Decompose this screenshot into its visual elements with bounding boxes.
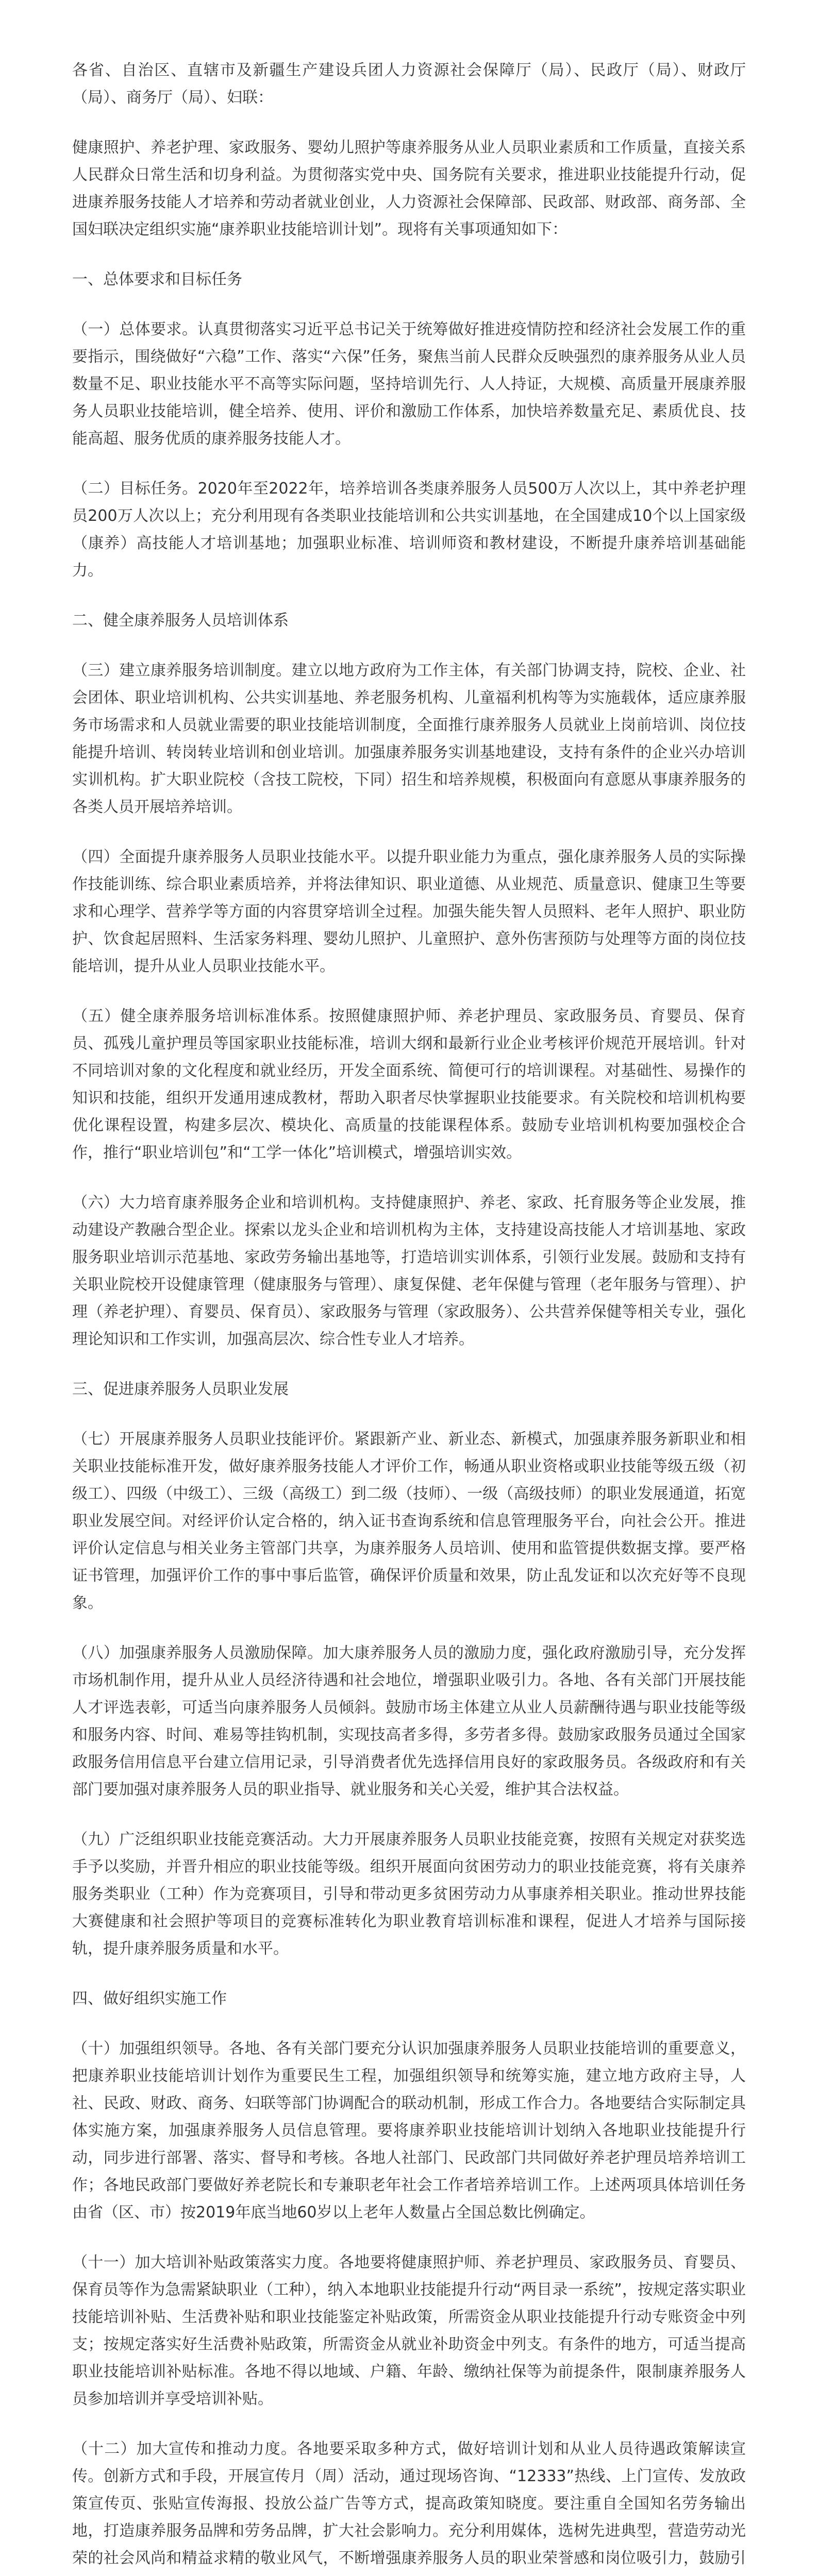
section-paragraph: （六）大力培育康养服务企业和培训机构。支持健康照护、养老、家政、托育服务等企业发展，推动建设产教融合型企业。探索以龙头企业和培训机构为主体，支持建设高技能人才培训基地、家政服务职业培训示范基地、家政劳务输出基地等，打造培训实训体系，引领行业发展。鼓励和支持有关职业院校开设健康管理（健康服务与管理）、康复保健、老年保健与管理（老年服务与管理）、护理（养老护理）、育婴员、保育员）、家政服务与管理（家政服务）、公共营养保健等相关专业，强化理论知识和工作实训，加强高层次、综合性专业人才培养。 (72, 1194, 746, 1348)
section-paragraph: （四）全面提升康养服务人员职业技能水平。以提升职业能力为重点，强化康养服务人员的实际操作技能训练、综合职业素质培养，并将法律知识、职业道德、从业规范、质量意识、健康卫生等要求和心理学、营养学等方面的内容贯穿培训全过程。加强失能失智人员照料、老年人照护、职业防护、饮食起居照料、生活家务料理、婴幼儿照护、儿童照护、意外伤害预防与处理等方面的岗位技能培训，提升从业人员职业技能水平。 (72, 848, 746, 975)
section-4 (72, 1985, 746, 2576)
section-paragraph: （十一）加大培训补贴政策落实力度。各地要将健康照护师、养老护理员、家政服务员、育婴员、保育员等作为急需紧缺职业（工种），纳入本地职业技能提升行动“两目录一系统”，按规定落实职业技能培训补贴、生活费补贴和职业技能鉴定补贴政策，所需资金从职业技能提升行动专账资金中列支；按规定落实好生活费补贴政策，所需资金从就业补助资金中列支。有条件的地方，可适当提高职业技能培训补贴标准。各地不得以地域、户籍、年龄、缴纳社保等为前提条件，限制康养服务人员参加培训并享受培训补贴。 (72, 2253, 746, 2408)
section-paragraph: （七）开展康养服务人员职业技能评价。紧跟新产业、新业态、新模式，加强康养服务新职业和相关职业技能标准开发，做好康养服务技能人才评价工作，畅通从职业资格或职业技能等级五级（初级工）、四级（中级工）、三级（高级工）到二级（技师）、一级（高级技师）的职业发展通道，拓宽职业发展空间。对经评价认定合格的，纳入证书查询系统和信息管理服务平台，向社会公开。推进评价认定信息与相关业务主管部门共享，为康养服务人员培训、使用和监管提供数据支撑。要严格证书管理，加强评价工作的事中事后监管，确保评价质量和效果，防止乱发证和以次充好等不良现象。 (72, 1430, 746, 1612)
section-2 (72, 607, 746, 1353)
section-paragraph: （五）健全康养服务培训标准体系。按照健康照护师、养老护理员、家政服务员、育婴员、保育员、孤残儿童护理员等国家职业技能标准，培训大纲和最新行业企业考核评价规范开展培训。针对不同培训对象的文化程度和就业经历，开发全面系统、简便可行的培训课程。对基础性、易操作的知识和技能，组织开发通用速成教材，帮助入职者尽快掌握职业技能要求。有关院校和培训机构要优化课程设置，构建多层次、模块化、高质量的技能课程体系。鼓励专业培训机构要加强校企合作，推行“职业培训包”和“工学一体化”培训模式，增强培训实效。 (72, 1007, 746, 1162)
section-1 (72, 266, 746, 584)
addressee: 各省、自治区、直辖市及新疆生产建设兵团人力资源社会保障厅（局）、民政厅（局）、财政厅（局）、商务厅（局）、妇联： (72, 61, 746, 107)
section-heading: 一、总体要求和目标任务 (72, 270, 242, 289)
section-heading: 三、促进康养服务人员职业发展 (72, 1380, 289, 1398)
section-3 (72, 1376, 746, 1962)
section-paragraph: （一）总体要求。认真贯彻落实习近平总书记关于统筹做好推进疫情防控和经济社会发展工作的重要指示，围绕做好“六稳”工作、落实“六保”任务，聚焦当前人民群众反映强烈的康养服务从业人员数量不足、职业技能水平不高等实际问题，坚持培训先行、人人持证，大规模、高质量开展康养服务人员职业技能培训，健全培养、使用、评价和激励工作体系，加快培养数量充足、素质优良、技能高超、服务优质的康养服务技能人才。 (72, 320, 746, 448)
intro-paragraph: 健康照护、养老护理、家政服务、婴幼儿照护等康养服务从业人员职业素质和工作质量，直接关系人民群众日常生活和切身利益。为贯彻落实党中央、国务院有关要求，推进职业技能提升行动，促进康养服务技能人才培养和劳动者就业创业，人力资源社会保障部、民政部、财政部、商务部、全国妇联决定组织实施“康养职业技能培训计划”。现将有关事项通知如下： (72, 139, 746, 239)
section-paragraph: （十）加强组织领导。各地、各有关部门要充分认识加强康养服务人员职业技能培训的重要意义，把康养职业技能培训计划作为重要民生工程，加强组织领导和统筹实施，建立地方政府主导，人社、民政、财政、商务、妇联等部门协调配合的联动机制，形成工作合力。各地要结合实际制定具体实施方案，加强康养服务人员信息管理。要将康养职业技能培训计划纳入各地职业技能提升行动，同步进行部署、落实、督导和考核。各地人社部门、民政部门共同做好养老护理员培养培训工作；各地民政部门要做好养老院长和专兼职老年社会工作者培养培训工作。上述两项具体培训任务由省（区、市）按2019年底当地60岁以上老年人数量占全国总数比例确定。 (72, 2040, 746, 2222)
section-heading: 四、做好组织实施工作 (72, 1990, 227, 2008)
section-paragraph: （三）建立康养服务培训制度。建立以地方政府为工作主体，有关部门协调支持，院校、企业、社会团体、职业培训机构、公共实训基地、养老服务机构、儿童福利机构等为实施载体，适应康养服务市场需求和人员就业需要的职业技能培训制度，全面推行康养服务人员就业上岗前培训、岗位技能提升培训、转岗转业培训和创业培训。加强康养服务实训基地建设，支持有条件的企业兴办培训实训机构。扩大职业院校（含技工院校，下同）招生和培养规模，积极面向有意愿从事康养服务的各类人员开展培养培训。 (72, 662, 746, 816)
section-paragraph: （二）目标任务。2020年至2022年，培养培训各类康养服务人员500万人次以上，其中养老护理员200万人次以上；充分利用现有各类职业技能培训和公共实训基地，在全国建成10个以上国家级（康养）高技能人才培训基地；加强职业标准、培训师资和教材建设，不断提升康养培训基础能力。 (72, 480, 746, 580)
section-paragraph: （八）加强康养服务人员激励保障。加大康养服务人员的激励力度，强化政府激励引导，充分发挥市场机制作用，提升从业人员经济待遇和社会地位，增强职业吸引力。各地、各有关部门开展技能人才评选表彰，可适当向康养服务人员倾斜。鼓励市场主体建立从业人员薪酬待遇与职业技能等级和服务内容、时间、难易等挂钩机制，实现技高者多得，多劳者多得。鼓励家政服务员通过全国家政服务信用信息平台建立信用记录，引导消费者优先选择信用良好的家政服务员。各级政府和有关部门要加强对康养服务人员的职业指导、就业服务和关心关爱，维护其合法权益。 (72, 1644, 746, 1799)
section-paragraph: （十二）加大宣传和推动力度。各地要采取多种方式，做好培训计划和从业人员待遇政策解读宣传。创新方式和手段，开展宣传月（周）活动，通过现场咨询、“12333”热线、上门宣传、发放政策宣传页、张贴宣传海报、投放公益广告等方式，提高政策知晓度。要注重自全国知名劳务输出地，打造康养服务品牌和劳务品牌，扩大社会影响力。充分利用媒体，选树先进典型，营造劳动光荣的社会风尚和精益求精的敬业风气，不断增强康养服务人员的职业荣誉感和岗位吸引力，鼓励引 (72, 2440, 746, 2567)
section-heading: 二、健全康养服务人员培训体系 (72, 612, 289, 630)
section-paragraph: （九）广泛组织职业技能竞赛活动。大力开展康养服务人员职业技能竞赛，按照有关规定对获奖选手予以奖励，并晋升相应的职业技能等级。组织开展面向贫困劳动力的职业技能竞赛，将有关康养服务类职业（工种）作为竞赛项目，引导和带动更多贫困劳动力从事康养相关职业。推动世界技能大赛健康和社会照护等项目的竞赛标准转化为职业教育培训标准和课程，促进人才培养与国际接轨，提升康养服务质量和水平。 (72, 1831, 746, 1958)
